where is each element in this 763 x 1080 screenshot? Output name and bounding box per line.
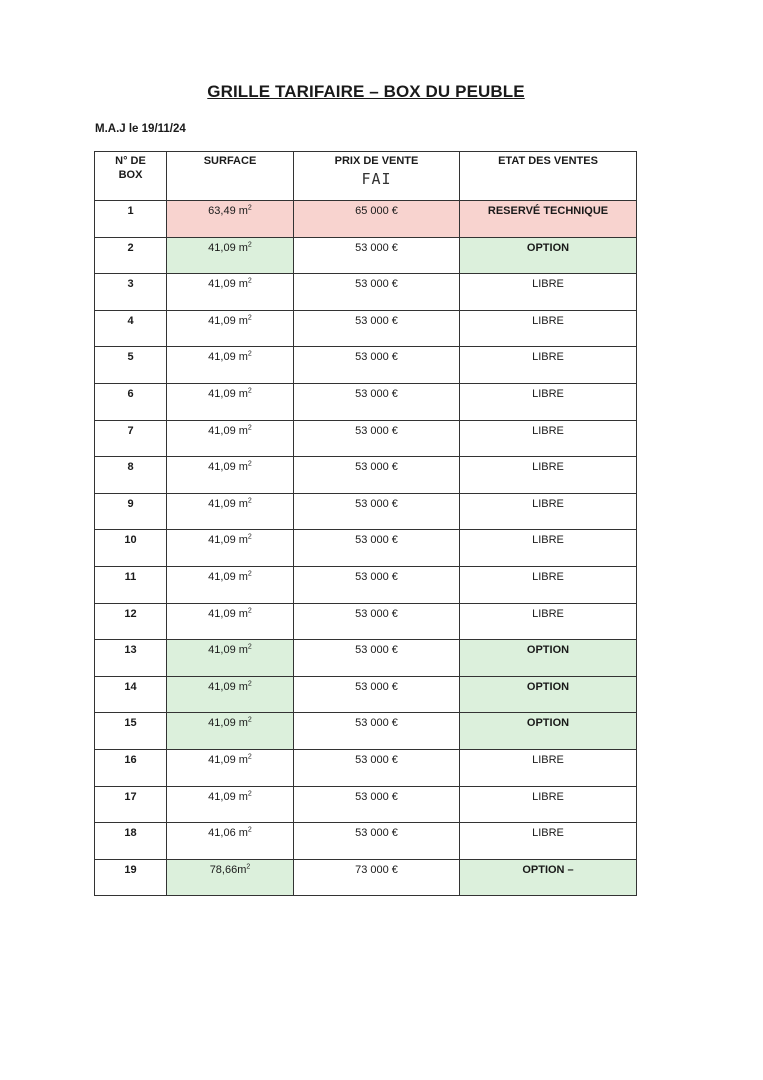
table-row xyxy=(95,493,637,530)
surface-cell xyxy=(167,383,294,420)
box-number-cell: 5 xyxy=(95,347,167,384)
surface-cell xyxy=(167,457,294,494)
surface-cell xyxy=(167,786,294,823)
status-cell: LIBRE xyxy=(460,457,637,494)
status-cell: LIBRE xyxy=(460,823,637,860)
status-cell: LIBRE xyxy=(460,310,637,347)
box-number-cell: 6 xyxy=(95,383,167,420)
status-cell: LIBRE xyxy=(460,786,637,823)
table-row xyxy=(95,823,637,860)
surface-value: 41,09 m xyxy=(208,570,248,583)
status-cell: OPTION xyxy=(460,676,637,713)
surface-cell xyxy=(167,347,294,384)
box-number-cell: 13 xyxy=(95,640,167,677)
surface-cell xyxy=(167,530,294,567)
handwritten-fai-note: FAI xyxy=(361,170,392,188)
surface-value: 41,09 m xyxy=(208,753,248,766)
surface-unit-exponent: 2 xyxy=(247,350,252,358)
box-number-cell: 8 xyxy=(95,457,167,494)
surface-cell xyxy=(167,201,294,238)
table-row xyxy=(95,457,637,494)
price-cell: 53 000 € xyxy=(294,603,460,640)
surface-value: 41,09 m xyxy=(208,790,248,803)
surface-unit-exponent: 2 xyxy=(247,314,252,322)
status-cell: LIBRE xyxy=(460,493,637,530)
header-box-number: N° DE BOX xyxy=(95,152,167,201)
surface-cell xyxy=(167,274,294,311)
header-status: ETAT DES VENTES xyxy=(460,152,637,201)
header-row xyxy=(95,152,637,201)
surface-unit-exponent: 2 xyxy=(247,826,252,834)
table-row xyxy=(95,859,637,896)
table-row xyxy=(95,566,637,603)
table-row xyxy=(95,237,637,274)
box-number-cell: 16 xyxy=(95,749,167,786)
box-number-cell: 11 xyxy=(95,566,167,603)
table-body xyxy=(95,201,637,896)
table-row xyxy=(95,640,637,677)
surface-unit-exponent: 2 xyxy=(247,606,252,614)
surface-value: 41,06 m xyxy=(208,827,248,840)
table-row xyxy=(95,420,637,457)
box-number-cell: 4 xyxy=(95,310,167,347)
surface-value: 41,09 m xyxy=(208,351,248,364)
surface-unit-exponent: 2 xyxy=(247,497,252,505)
surface-cell xyxy=(167,713,294,750)
box-number-cell: 3 xyxy=(95,274,167,311)
price-cell: 53 000 € xyxy=(294,786,460,823)
surface-unit-exponent: 2 xyxy=(246,863,251,871)
surface-cell xyxy=(167,420,294,457)
price-cell: 53 000 € xyxy=(294,420,460,457)
surface-value: 41,09 m xyxy=(208,497,248,510)
box-number-cell: 2 xyxy=(95,237,167,274)
status-cell: RESERVÉ TECHNIQUE xyxy=(460,201,637,238)
price-cell: 53 000 € xyxy=(294,823,460,860)
surface-value: 41,09 m xyxy=(208,644,248,657)
box-number-cell: 7 xyxy=(95,420,167,457)
box-number-cell: 15 xyxy=(95,713,167,750)
status-cell: OPTION xyxy=(460,713,637,750)
price-cell: 73 000 € xyxy=(294,859,460,896)
status-cell: LIBRE xyxy=(460,383,637,420)
price-cell: 53 000 € xyxy=(294,749,460,786)
table-row xyxy=(95,713,637,750)
header-price-label: PRIX DE VENTE xyxy=(334,155,419,167)
price-cell: 53 000 € xyxy=(294,640,460,677)
price-cell: 53 000 € xyxy=(294,530,460,567)
surface-value: 41,09 m xyxy=(208,278,248,291)
price-cell: 53 000 € xyxy=(294,566,460,603)
price-cell: 53 000 € xyxy=(294,347,460,384)
surface-unit-exponent: 2 xyxy=(247,680,252,688)
status-cell: LIBRE xyxy=(460,530,637,567)
surface-cell xyxy=(167,310,294,347)
surface-value: 41,09 m xyxy=(208,424,248,437)
table-row xyxy=(95,310,637,347)
surface-unit-exponent: 2 xyxy=(247,460,252,468)
status-cell: LIBRE xyxy=(460,566,637,603)
surface-unit-exponent: 2 xyxy=(247,423,252,431)
status-cell: OPTION xyxy=(460,237,637,274)
price-cell: 65 000 € xyxy=(294,201,460,238)
surface-value: 41,09 m xyxy=(208,680,248,693)
status-cell: LIBRE xyxy=(460,274,637,311)
header-surface: SURFACE xyxy=(167,152,294,201)
box-number-cell: 12 xyxy=(95,603,167,640)
table-row xyxy=(95,274,637,311)
surface-unit-exponent: 2 xyxy=(247,716,252,724)
surface-cell xyxy=(167,749,294,786)
surface-value: 41,09 m xyxy=(208,461,248,474)
surface-cell xyxy=(167,676,294,713)
status-cell: LIBRE xyxy=(460,749,637,786)
surface-unit-exponent: 2 xyxy=(247,789,252,797)
box-number-cell: 1 xyxy=(95,201,167,238)
price-cell: 53 000 € xyxy=(294,237,460,274)
surface-unit-exponent: 2 xyxy=(247,533,252,541)
header-price xyxy=(294,152,460,201)
surface-cell xyxy=(167,493,294,530)
surface-unit-exponent: 2 xyxy=(247,570,252,578)
update-date: M.A.J le 19/11/24 xyxy=(95,123,186,135)
table-row xyxy=(95,786,637,823)
surface-unit-exponent: 2 xyxy=(247,204,252,212)
surface-value: 41,09 m xyxy=(208,387,248,400)
surface-unit-exponent: 2 xyxy=(247,387,252,395)
table-row xyxy=(95,676,637,713)
surface-value: 41,09 m xyxy=(208,314,248,327)
status-cell: LIBRE xyxy=(460,603,637,640)
surface-cell xyxy=(167,237,294,274)
box-number-cell: 9 xyxy=(95,493,167,530)
price-cell: 53 000 € xyxy=(294,457,460,494)
surface-value: 63,49 m xyxy=(208,205,248,217)
table-row xyxy=(95,383,637,420)
status-cell: OPTION – xyxy=(460,859,637,896)
surface-value: 41,09 m xyxy=(208,241,248,254)
price-cell: 53 000 € xyxy=(294,383,460,420)
box-number-cell: 19 xyxy=(95,859,167,896)
surface-value: 41,09 m xyxy=(208,534,248,547)
surface-unit-exponent: 2 xyxy=(247,753,252,761)
table-row xyxy=(95,347,637,384)
box-number-cell: 10 xyxy=(95,530,167,567)
box-number-cell: 14 xyxy=(95,676,167,713)
surface-value: 78,66m xyxy=(209,863,247,876)
price-cell: 53 000 € xyxy=(294,274,460,311)
price-cell: 53 000 € xyxy=(294,310,460,347)
price-cell: 53 000 € xyxy=(294,713,460,750)
table-row xyxy=(95,603,637,640)
price-grid-table xyxy=(94,151,637,896)
surface-unit-exponent: 2 xyxy=(247,240,252,248)
status-cell: OPTION xyxy=(460,640,637,677)
surface-unit-exponent: 2 xyxy=(247,643,252,651)
price-cell: 53 000 € xyxy=(294,676,460,713)
surface-unit-exponent: 2 xyxy=(247,277,252,285)
table-row xyxy=(95,530,637,567)
table-row xyxy=(95,201,637,238)
surface-cell xyxy=(167,859,294,896)
surface-cell xyxy=(167,823,294,860)
status-cell: LIBRE xyxy=(460,420,637,457)
surface-cell xyxy=(167,603,294,640)
surface-cell xyxy=(167,566,294,603)
surface-cell xyxy=(167,640,294,677)
price-cell: 53 000 € xyxy=(294,493,460,530)
document-title: GRILLE TARIFAIRE – BOX DU PEUBLE xyxy=(207,82,525,101)
surface-value: 41,09 m xyxy=(208,607,248,620)
box-number-cell: 18 xyxy=(95,823,167,860)
box-number-cell: 17 xyxy=(95,786,167,823)
table-row xyxy=(95,749,637,786)
status-cell: LIBRE xyxy=(460,347,637,384)
surface-value: 41,09 m xyxy=(208,717,248,730)
